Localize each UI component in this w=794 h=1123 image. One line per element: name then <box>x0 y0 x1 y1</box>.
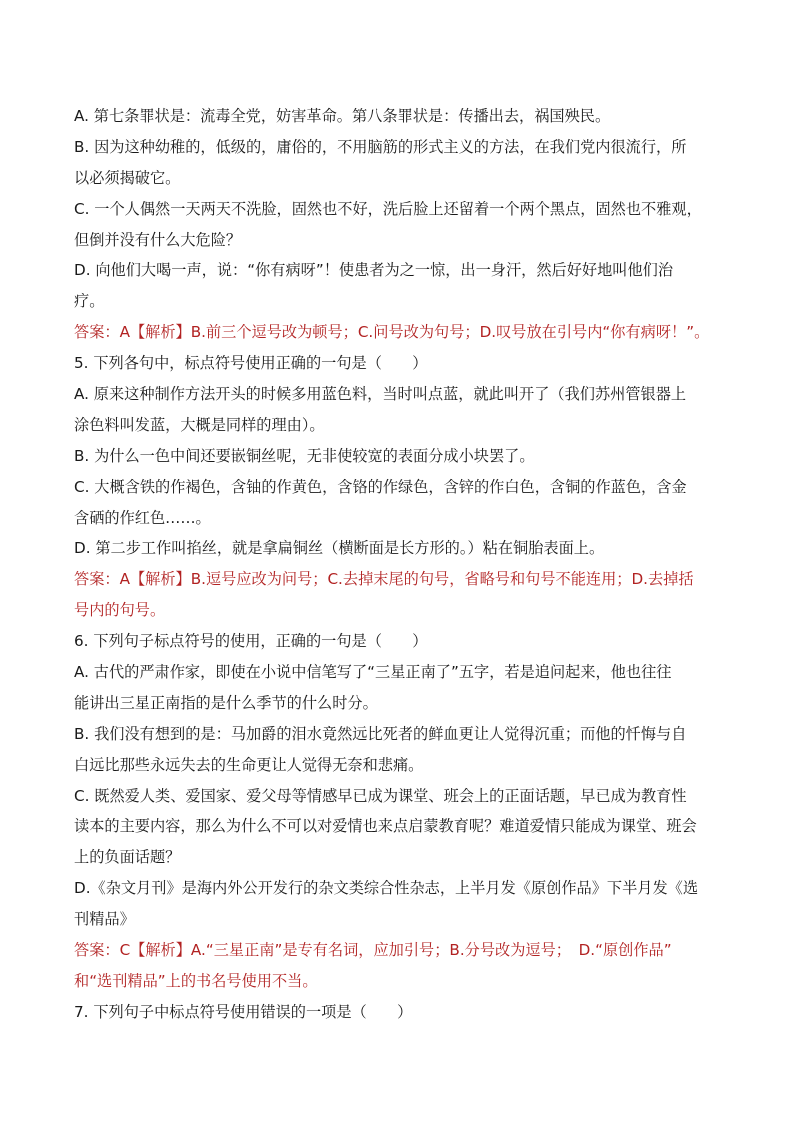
answer-line: 和“选刊精品”上的书名号使用不当。 <box>74 971 318 990</box>
answer-line: 号内的句号。 <box>74 601 166 620</box>
answer-line: 答案：C【解析】A.“三星正南”是专有名词，应加引号；B.分号改为逗号； D.“原创作品” <box>74 941 672 960</box>
option-line: 能讲出三星正南指的是什么季节的什么时分。 <box>74 693 378 712</box>
option-line: A. 原来这种制作方法开头的时候多用蓝色料，当时叫点蓝，就此叫开了（我们苏州管银器上 <box>74 385 687 404</box>
option-line: 以必须揭破它。 <box>74 168 181 187</box>
answer-line: 答案：A【解析】B.前三个逗号改为顿号；C.问号改为句号；D.叹号放在引号内“你有病呀！”。 <box>74 323 710 342</box>
option-line: D. 第二步工作叫掐丝，就是拿扁铜丝（横断面是长方形的。）粘在铜胎表面上。 <box>74 539 605 558</box>
option-line: C. 大概含铁的作褐色，含铀的作黄色，含铬的作绿色，含锌的作白色，含铜的作蓝色，含金 <box>74 477 687 496</box>
question-line: 5. 下列各句中，标点符号使用正确的一句是（ ） <box>74 354 428 373</box>
option-line: 但倒并没有什么大危险？ <box>74 230 242 249</box>
option-line: 疗。 <box>74 292 105 311</box>
option-line: B. 因为这种幼稚的，低级的，庸俗的，不用脑筋的形式主义的方法，在我们党内很流行，所 <box>74 137 687 156</box>
option-line: 含硒的作红色……。 <box>74 508 211 527</box>
question-line: 7. 下列句子中标点符号使用错误的一项是（ ） <box>74 1002 413 1021</box>
document-body <box>74 101 734 1028</box>
option-line: B. 我们没有想到的是：马加爵的泪水竟然远比死者的鲜血更让人觉得沉重；而他的忏悔与自 <box>74 724 687 743</box>
option-line: 上的负面话题？ <box>74 848 181 867</box>
option-line: A. 古代的严肃作家，即使在小说中信笔写了“三星正南了”五字，若是追问起来，他也往往 <box>74 663 672 682</box>
option-line: B. 为什么一色中间还要嵌铜丝呢，无非使较宽的表面分成小块罢了。 <box>74 446 535 465</box>
option-line: A. 第七条罪状是：流毒全党，妨害革命。第八条罪状是：传播出去，祸国殃民。 <box>74 107 611 125</box>
option-line: 涂色料叫发蓝，大概是同样的理由）。 <box>74 415 325 434</box>
question-line: 6. 下列句子标点符号的使用，正确的一句是（ ） <box>74 632 428 651</box>
option-line: C. 一个人偶然一天两天不洗脸，固然也不好，洗后脸上还留着一个两个黑点，固然也不雅观， <box>74 199 702 218</box>
option-line: 刊精品》 <box>74 910 135 929</box>
answer-line: 答案：A【解析】B.逗号应改为问号；C.去掉末尾的句号，省略号和句号不能连用；D.去掉括 <box>74 570 694 589</box>
option-line: 读本的主要内容，那么为什么不可以对爱情也来点启蒙教育呢？难道爱情只能成为课堂、班会 <box>74 817 697 836</box>
option-line: D.《杂文月刊》是海内外公开发行的杂文类综合性杂志，上半月发《原创作品》下半月发《选 <box>74 879 699 898</box>
option-line: 白远比那些永远失去的生命更让人觉得无奈和悲痛。 <box>74 755 424 774</box>
option-line: C. 既然爱人类、爱国家、爱父母等情感早已成为课堂、班会上的正面话题，早已成为教育性 <box>74 786 687 805</box>
option-line: D. 向他们大喝一声，说：“你有病呀”！使患者为之一惊，出一身汗，然后好好地叫他们治 <box>74 261 674 280</box>
